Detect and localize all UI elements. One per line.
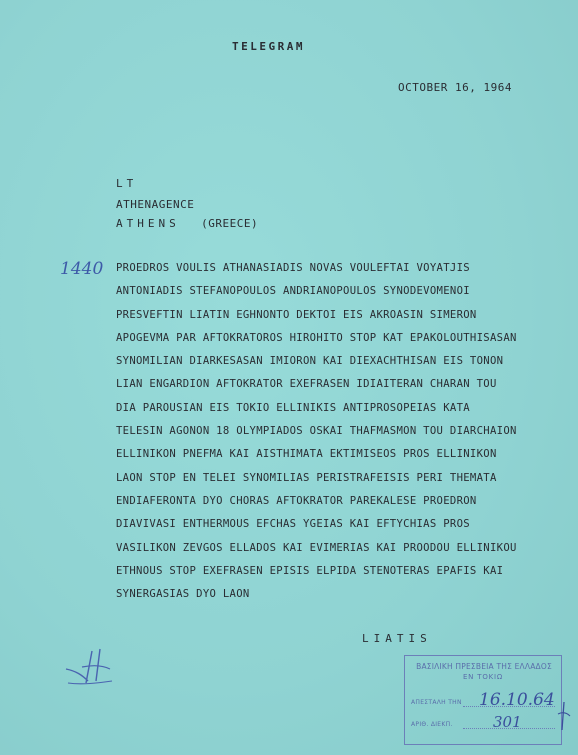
body-line: ETHNOUS STOP EXEFRASEN EPISIS ELPIDA STENOTERAS EPAFIS KAI	[116, 564, 504, 577]
stamp-date-value: 16.10.64	[479, 690, 555, 710]
stamp-embassy-name: ΒΑΣΙΛΙΚΗ ΠΡΕΣΒΕΙΑ ΤΗΣ ΕΛΛΑΔΟΣ	[416, 662, 552, 671]
body-line: DIA PAROUSIAN EIS TOKIO ELLINIKIS ANTIPROSOPEIAS KATA	[116, 401, 470, 414]
body-line: ENDIAFERONTA DYO CHORAS AFTOKRATOR PAREKALESE PROEDRON	[116, 494, 477, 507]
stamp-city: ΕΝ ΤΟΚΙΩ	[462, 673, 504, 681]
embassy-stamp	[404, 655, 562, 745]
body-line: PROEDROS VOULIS ATHANASIADIS NOVAS VOULEFTAI VOYATJIS	[116, 262, 470, 274]
body-line: VASILIKON ZEVGOS ELLADOS KAI EVIMERIAS KAI PROODOU ELLINIKOU	[116, 541, 517, 554]
stamp-protocol-value: 301	[493, 713, 522, 731]
body-line: SYNOMILIAN DIARKESASAN IMIORON KAI DIEXACHTHISAN EIS TONON	[116, 355, 504, 368]
address-line-city	[116, 217, 258, 230]
signature: LIATIS	[362, 632, 432, 645]
document-date: OCTOBER 16, 1964	[398, 81, 512, 94]
corner-pen-mark	[556, 700, 572, 734]
body-line: LAON STOP EN TELEI SYNOMILIAS PERISTRAFEISIS PERI THEMATA	[116, 471, 497, 484]
body-line: DIAVIVASI ENTHERMOUS EFCHAS YGEIAS KAI EFTYCHIAS PROS	[116, 518, 470, 531]
address-line-lt: LT	[116, 177, 138, 190]
address-line-agency: ATHENAGENCE	[116, 198, 195, 211]
body-line: PRESVEFTIN LIATIN EGHNONTO DEKTOI EIS AKROASIN SIMERON	[116, 308, 477, 321]
body-line: LIAN ENGARDION AFTOKRATOR EXEFRASEN IDIAITERAN CHARAN TOU	[116, 378, 497, 391]
address-country: (GREECE)	[201, 217, 259, 230]
handwritten-number: 1440	[60, 259, 104, 279]
body-line: ANTONIADIS STEFANOPOULOS ANDRIANOPOULOS SYNODEVOMENOI	[116, 285, 470, 298]
body-line: ELLINIKON PNEFMA KAI AISTHIMATA EKTIMISEOS PROS ELLINIKON	[116, 448, 497, 461]
body-line: APOGEVMA PAR AFTOKRATOROS HIROHITO STOP KAT EPAKOLOUTHISASAN	[116, 331, 517, 344]
stamp-protocol-label: ΑΡΙΘ. ΔΙΕΚΠ.	[411, 721, 453, 728]
document-title: TELEGRAM	[232, 40, 305, 53]
body-line: TELESIN AGONON 18 OLYMPIADOS OSKAI THAFMASMON TOU DIARCHAION	[116, 425, 517, 438]
handwritten-initials-mark	[62, 645, 122, 687]
address-city: ATHENS	[116, 217, 180, 230]
body-line: SYNERGASIAS DYO LAON	[116, 588, 250, 601]
telegram-body	[116, 262, 546, 611]
stamp-date-label: ΑΠΕΣΤΑΛΗ ΤΗΝ	[411, 699, 462, 706]
